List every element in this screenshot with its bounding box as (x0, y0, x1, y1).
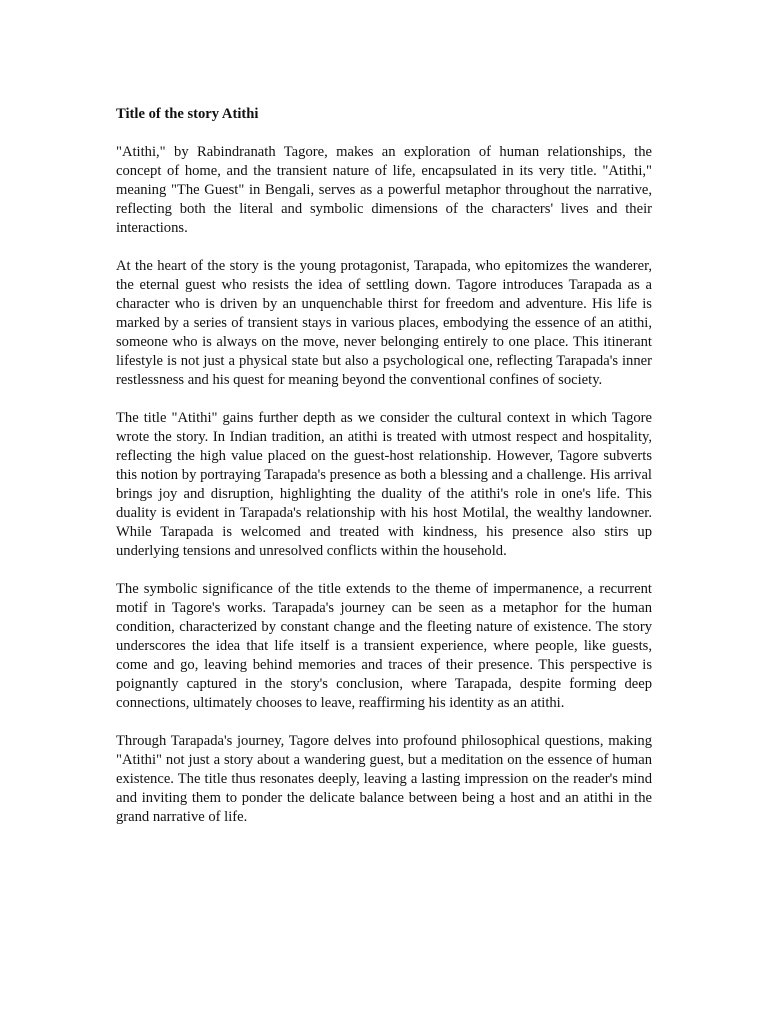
paragraph-5: Through Tarapada's journey, Tagore delves into profound philosophical questions, making "Atithi" not just a story about a wandering guest, but a meditation on the essence of human existence. The title thus resonates deeply, leaving a lasting impression on the reader's mind and inviting them to ponder the delicate balance between being a host and an atithi in the grand narrative of life. (116, 733, 652, 825)
document-title: Title of the story Atithi (116, 106, 259, 122)
paragraph-1: "Atithi," by Rabindranath Tagore, makes an exploration of human relationships, the concept of home, and the transient nature of life, encapsulated in its very title. "Atithi," meaning "The Guest" in Bengali, serves as a powerful metaphor throughout the narrative, reflecting both the literal and symbolic dimensions of the characters' lives and their interactions. (116, 144, 652, 236)
paragraph-4: The symbolic significance of the title extends to the theme of impermanence, a recurrent motif in Tagore's works. Tarapada's journey can be seen as a metaphor for the human condition, characterized by constant change and the fleeting nature of existence. The story underscores the idea that life itself is a transient experience, where people, like guests, come and go, leaving behind memories and traces of their presence. This perspective is poignantly captured in the story's conclusion, where Tarapada, despite forming deep connections, ultimately chooses to leave, reaffirming his identity as an atithi. (116, 581, 652, 711)
document-page (116, 105, 652, 846)
paragraph-2: At the heart of the story is the young protagonist, Tarapada, who epitomizes the wanderer, the eternal guest who resists the idea of settling down. Tagore introduces Tarapada as a character who is driven by an unquenchable thirst for freedom and adventure. His life is marked by a series of transient stays in various places, embodying the essence of an atithi, someone who is always on the move, never belonging entirely to one place. This itinerant lifestyle is not just a physical state but also a psychological one, reflecting Tarapada's inner restlessness and his quest for meaning beyond the conventional confines of society. (116, 258, 652, 388)
paragraph-3: The title "Atithi" gains further depth as we consider the cultural context in which Tagore wrote the story. In Indian tradition, an atithi is treated with utmost respect and hospitality, reflecting the high value placed on the guest-host relationship. However, Tagore subverts this notion by portraying Tarapada's presence as both a blessing and a challenge. His arrival brings joy and disruption, highlighting the duality of the atithi's role in one's life. This duality is evident in Tarapada's relationship with his host Motilal, the wealthy landowner. While Tarapada is welcomed and treated with kindness, his presence also stirs up underlying tensions and unresolved conflicts within the household. (116, 410, 652, 559)
